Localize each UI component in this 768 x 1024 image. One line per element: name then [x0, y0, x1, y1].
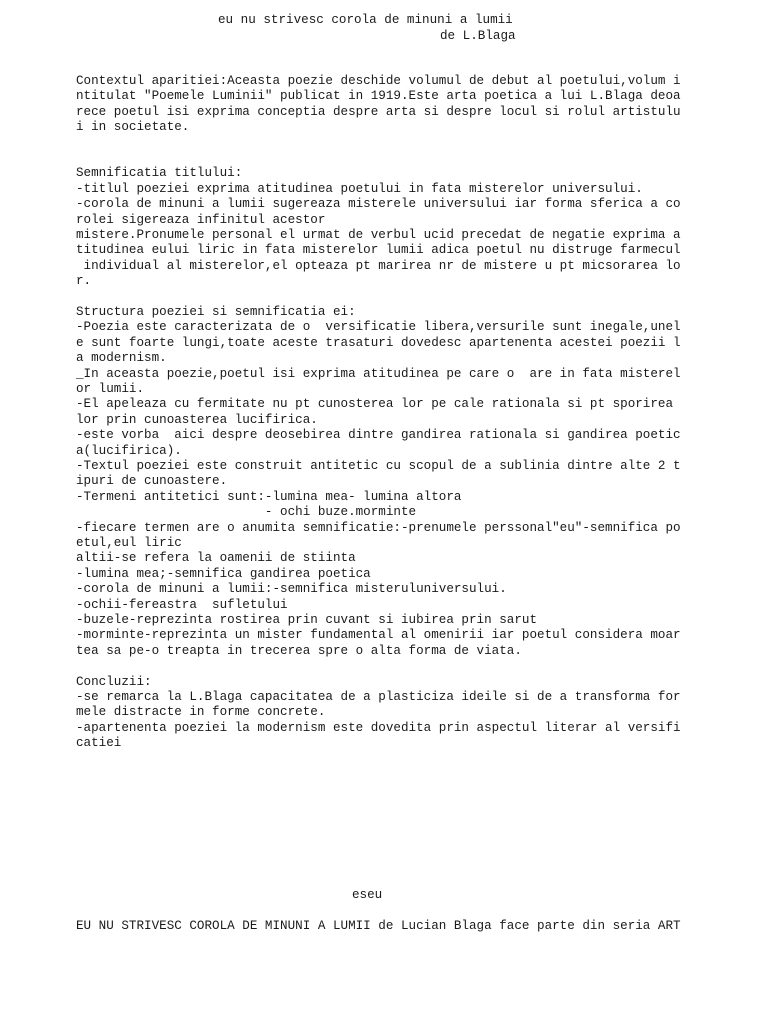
body-line: -corola de minuni a lumii sugereaza misterele universului iar forma sferica a co — [76, 197, 681, 212]
body-line: ntitulat "Poemele Luminii" publicat in 1919.Este arta poetica a lui L.Blaga deoa — [76, 89, 681, 104]
body-line: -se remarca la L.Blaga capacitatea de a plasticiza ideile si de a transforma for — [76, 690, 681, 704]
body-line: -Poezia este caracterizata de o versificatie libera,versurile sunt inegale,unel — [76, 320, 681, 335]
body-line: ipuri de cunoastere. — [76, 474, 228, 489]
body-line: -corola de minuni a lumii:-semnifica misteruluniversului. — [76, 582, 507, 597]
body-line: -lumina mea;-semnifica gandirea poetica — [76, 566, 371, 581]
body-line: a(lucifirica). — [76, 443, 182, 458]
body-line: e sunt foarte lungi,toate aceste trasaturi dovedesc apartenenta acestei poezii l — [76, 335, 681, 350]
body-line: or lumii. — [76, 382, 145, 396]
body-line: i in societate. — [76, 120, 190, 135]
body-line: Semnificatia titlului: — [76, 166, 243, 181]
body-line: -fiecare termen are o anumita semnificatie:-prenumele perssonal"eu"-semnifica po — [76, 520, 681, 535]
body-line: individual al misterelor,el opteaza pt marirea nr de mistere u pt micsorarea lo — [76, 258, 681, 273]
body-line: _In aceasta poezie,poetul isi exprima atitudinea pe care o are in fata misterel — [76, 366, 681, 381]
essay-heading: eseu — [352, 888, 383, 902]
body-line: Structura poeziei si semnificatia ei: — [76, 305, 356, 319]
document-title: eu nu strivesc corola de minuni a lumii — [218, 13, 513, 27]
body-line: altii-se refera la oamenii de stiinta — [76, 551, 356, 566]
document-author: de L.Blaga — [440, 29, 516, 43]
body-line: etul,eul liric — [76, 536, 182, 550]
body-line: lor prin cunoasterea lucifirica. — [76, 412, 318, 427]
body-line: -apartenenta poeziei la modernism este dovedita prin aspectul literar al versifi — [76, 720, 681, 735]
body-line: rece poetul isi exprima conceptia despre arta si despre locul si rolul artistulu — [76, 104, 681, 119]
body-line: rolei sigereaza infinitul acestor — [76, 212, 326, 227]
essay-first-line: EU NU STRIVESC COROLA DE MINUNI A LUMII de Lucian Blaga face parte din seria ART — [76, 919, 681, 933]
body-line: catiei — [76, 736, 122, 751]
body-line: titudinea eului liric in fata misterelor lumii adica poetul nu distruge farmecul — [76, 243, 681, 258]
body-line: -buzele-reprezinta rostirea prin cuvant si iubirea prin sarut — [76, 613, 538, 627]
body-line: Concluzii: — [76, 674, 152, 689]
body-line: mistere.Pronumele personal el urmat de verbul ucid precedat de negatie exprima a — [76, 228, 681, 242]
body-line: -este vorba aici despre deosebirea dintre gandirea rationala si gandirea poetic — [76, 428, 681, 443]
body-line: tea sa pe-o treapta in trecerea spre o alta forma de viata. — [76, 643, 522, 658]
body-line: r. — [76, 274, 92, 289]
body-line: - ochi buze.morminte — [76, 505, 417, 520]
body-line: -ochii-fereastra sufletului — [76, 597, 288, 612]
body-line: -El apeleaza cu fermitate nu pt cunosterea lor pe cale rationala si pt sporirea — [76, 397, 674, 412]
body-line: a modernism. — [76, 351, 167, 366]
body-line: -morminte-reprezinta un mister fundamental al omenirii iar poetul considera moar — [76, 628, 681, 643]
body-line: Contextul aparitiei:Aceasta poezie deschide volumul de debut al poetului,volum i — [76, 74, 681, 88]
body-line: mele distracte in forme concrete. — [76, 705, 326, 720]
body-line: -Termeni antitetici sunt:-lumina mea- lumina altora — [76, 489, 462, 504]
body-line: -titlul poeziei exprima atitudinea poetului in fata misterelor universului. — [76, 181, 643, 196]
body-line: -Textul poeziei este construit antitetic cu scopul de a sublinia dintre alte 2 t — [76, 459, 681, 473]
